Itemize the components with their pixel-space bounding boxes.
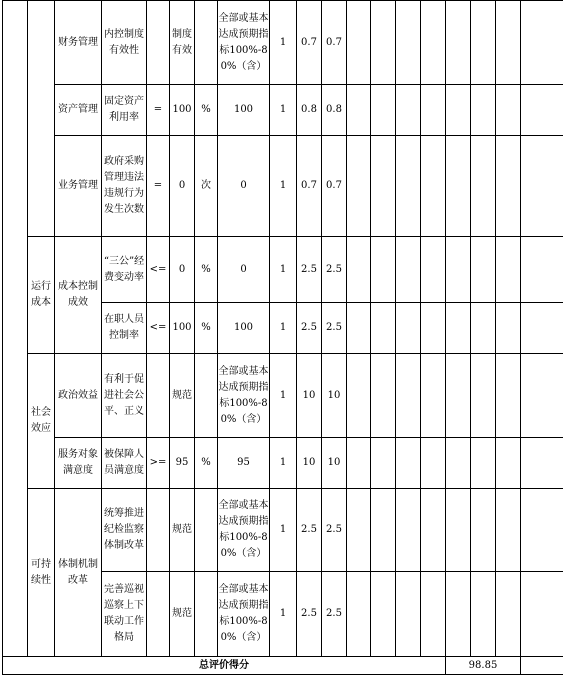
empty-cell xyxy=(421,1,446,85)
weight-cell: 1 xyxy=(270,303,297,354)
empty-cell xyxy=(471,354,496,438)
unit-cell: 次 xyxy=(195,136,218,237)
total-row xyxy=(3,657,563,675)
indicator-cell: 完善巡视巡察上下联动工作格局 xyxy=(102,572,147,657)
outer-blank-cell xyxy=(3,1,28,657)
weight-cell: 1 xyxy=(270,572,297,657)
target-cell: 100 xyxy=(170,303,195,354)
unit-cell: % xyxy=(195,303,218,354)
empty-cell xyxy=(446,572,471,657)
actual-score-cell: 2.5 xyxy=(322,489,347,572)
empty-cell xyxy=(521,1,563,85)
empty-cell xyxy=(421,303,446,354)
empty-cell xyxy=(471,303,496,354)
actual-score-cell: 2.5 xyxy=(322,237,347,303)
score-cell: 2.5 xyxy=(297,489,322,572)
empty-cell xyxy=(496,237,521,303)
table-row xyxy=(3,136,563,237)
target-cell: 95 xyxy=(170,438,195,489)
actual-score-cell: 10 xyxy=(322,438,347,489)
weight-cell: 1 xyxy=(270,85,297,136)
standard-cell: 95 xyxy=(218,438,270,489)
actual-score-cell: 0.7 xyxy=(322,1,347,85)
category-cell: 服务对象满意度 xyxy=(55,438,102,489)
unit-cell xyxy=(195,354,218,438)
actual-score-cell: 2.5 xyxy=(322,303,347,354)
empty-cell xyxy=(347,85,371,136)
score-cell: 2.5 xyxy=(297,237,322,303)
empty-cell xyxy=(371,85,396,136)
empty-cell xyxy=(496,572,521,657)
operator-cell: <= xyxy=(147,303,170,354)
empty-cell xyxy=(521,303,563,354)
empty-cell xyxy=(347,489,371,572)
standard-cell: 0 xyxy=(218,237,270,303)
score-cell: 2.5 xyxy=(297,572,322,657)
empty-cell xyxy=(496,489,521,572)
group-cell: 社会效应 xyxy=(28,354,55,489)
indicator-cell: “三公”经费变动率 xyxy=(102,237,147,303)
operator-cell: <= xyxy=(147,237,170,303)
table-row xyxy=(3,354,563,438)
empty-cell xyxy=(496,1,521,85)
score-cell: 0.7 xyxy=(297,1,322,85)
category-cell: 政治效益 xyxy=(55,354,102,438)
empty-cell xyxy=(347,1,371,85)
operator-cell: = xyxy=(147,85,170,136)
empty-cell xyxy=(521,489,563,572)
target-cell: 0 xyxy=(170,136,195,237)
target-cell: 规范 xyxy=(170,489,195,572)
indicator-cell: 政府采购管理违法违规行为发生次数 xyxy=(102,136,147,237)
target-cell: 0 xyxy=(170,237,195,303)
empty-cell xyxy=(521,237,563,303)
table-row xyxy=(3,237,563,303)
standard-cell: 全部或基本达成预期指标100%-80%（含） xyxy=(218,572,270,657)
empty-cell xyxy=(347,136,371,237)
actual-score-cell: 0.8 xyxy=(322,85,347,136)
operator-cell xyxy=(147,572,170,657)
total-value: 98.85 xyxy=(446,657,521,675)
empty-cell xyxy=(471,489,496,572)
empty-cell xyxy=(371,136,396,237)
target-cell: 制度有效 xyxy=(170,1,195,85)
standard-cell: 0 xyxy=(218,136,270,237)
empty-cell xyxy=(446,489,471,572)
operator-cell xyxy=(147,489,170,572)
weight-cell: 1 xyxy=(270,1,297,85)
weight-cell: 1 xyxy=(270,136,297,237)
weight-cell: 1 xyxy=(270,489,297,572)
indicator-cell: 内控制度有效性 xyxy=(102,1,147,85)
empty-cell xyxy=(347,237,371,303)
empty-cell xyxy=(396,85,421,136)
operator-cell: >= xyxy=(147,438,170,489)
empty-cell xyxy=(521,136,563,237)
group-cell: 可持续性 xyxy=(28,489,55,657)
standard-cell: 100 xyxy=(218,85,270,136)
empty-cell xyxy=(471,136,496,237)
empty-cell xyxy=(471,1,496,85)
empty-cell xyxy=(396,136,421,237)
empty-cell xyxy=(471,572,496,657)
indicator-cell: 有利于促进社会公平、正义 xyxy=(102,354,147,438)
empty-cell xyxy=(421,136,446,237)
empty-cell xyxy=(396,572,421,657)
weight-cell: 1 xyxy=(270,237,297,303)
empty-cell xyxy=(396,489,421,572)
actual-score-cell: 2.5 xyxy=(322,572,347,657)
empty-cell xyxy=(496,354,521,438)
empty-cell xyxy=(421,489,446,572)
category-cell: 体制机制改革 xyxy=(55,489,102,657)
empty-cell xyxy=(347,438,371,489)
target-cell: 规范 xyxy=(170,572,195,657)
empty-cell xyxy=(347,303,371,354)
table-row xyxy=(3,85,563,136)
unit-cell xyxy=(195,572,218,657)
empty-cell xyxy=(446,438,471,489)
empty-cell xyxy=(496,438,521,489)
performance-table xyxy=(2,0,563,675)
empty-cell xyxy=(396,303,421,354)
empty-cell xyxy=(521,354,563,438)
empty-cell xyxy=(421,438,446,489)
category-cell: 资产管理 xyxy=(55,85,102,136)
operator-cell xyxy=(147,1,170,85)
empty-cell xyxy=(496,303,521,354)
category-cell: 成本控制成效 xyxy=(55,237,102,354)
score-cell: 10 xyxy=(297,354,322,438)
empty-cell xyxy=(371,489,396,572)
empty-cell xyxy=(496,85,521,136)
table-row xyxy=(3,438,563,489)
empty-cell xyxy=(471,85,496,136)
standard-cell: 全部或基本达成预期指标100%-80%（含） xyxy=(218,489,270,572)
category-cell: 财务管理 xyxy=(55,1,102,85)
indicator-cell: 被保障人员满意度 xyxy=(102,438,147,489)
actual-score-cell: 10 xyxy=(322,354,347,438)
actual-score-cell: 0.7 xyxy=(322,136,347,237)
operator-cell xyxy=(147,354,170,438)
empty-cell xyxy=(521,85,563,136)
table-row xyxy=(3,489,563,572)
empty-cell xyxy=(371,438,396,489)
target-cell: 100 xyxy=(170,85,195,136)
empty-cell xyxy=(471,438,496,489)
empty-cell xyxy=(421,237,446,303)
empty-cell xyxy=(396,438,421,489)
empty-cell xyxy=(471,237,496,303)
unit-cell xyxy=(195,1,218,85)
total-label: 总评价得分 xyxy=(3,657,446,675)
unit-cell: % xyxy=(195,85,218,136)
empty-cell xyxy=(446,354,471,438)
unit-cell: % xyxy=(195,237,218,303)
indicator-cell: 在职人员控制率 xyxy=(102,303,147,354)
unit-cell xyxy=(195,489,218,572)
empty-cell xyxy=(521,438,563,489)
empty-cell xyxy=(421,85,446,136)
empty-cell xyxy=(421,354,446,438)
group-cell: 运行成本 xyxy=(28,237,55,354)
operator-cell: = xyxy=(147,136,170,237)
standard-cell: 全部或基本达成预期指标100%-80%（含） xyxy=(218,1,270,85)
empty-cell xyxy=(396,354,421,438)
empty-cell xyxy=(446,85,471,136)
category-cell: 业务管理 xyxy=(55,136,102,237)
empty-cell xyxy=(371,354,396,438)
empty-cell xyxy=(446,136,471,237)
weight-cell: 1 xyxy=(270,438,297,489)
unit-cell: % xyxy=(195,438,218,489)
empty-cell xyxy=(446,1,471,85)
indicator-cell: 固定资产利用率 xyxy=(102,85,147,136)
empty-cell xyxy=(521,572,563,657)
empty-cell xyxy=(371,303,396,354)
empty-cell xyxy=(446,237,471,303)
empty-cell xyxy=(421,572,446,657)
empty-cell xyxy=(446,303,471,354)
empty-cell xyxy=(396,1,421,85)
group-cell xyxy=(28,1,55,237)
score-cell: 0.7 xyxy=(297,136,322,237)
empty-cell xyxy=(371,1,396,85)
table-row xyxy=(3,1,563,85)
empty-cell xyxy=(347,572,371,657)
empty-cell xyxy=(521,657,563,675)
target-cell: 规范 xyxy=(170,354,195,438)
score-cell: 10 xyxy=(297,438,322,489)
standard-cell: 全部或基本达成预期指标100%-80%（含） xyxy=(218,354,270,438)
score-cell: 2.5 xyxy=(297,303,322,354)
empty-cell xyxy=(371,572,396,657)
empty-cell xyxy=(347,354,371,438)
empty-cell xyxy=(371,237,396,303)
score-cell: 0.8 xyxy=(297,85,322,136)
weight-cell: 1 xyxy=(270,354,297,438)
indicator-cell: 统筹推进纪检监察体制改革 xyxy=(102,489,147,572)
standard-cell: 100 xyxy=(218,303,270,354)
empty-cell xyxy=(496,136,521,237)
empty-cell xyxy=(396,237,421,303)
